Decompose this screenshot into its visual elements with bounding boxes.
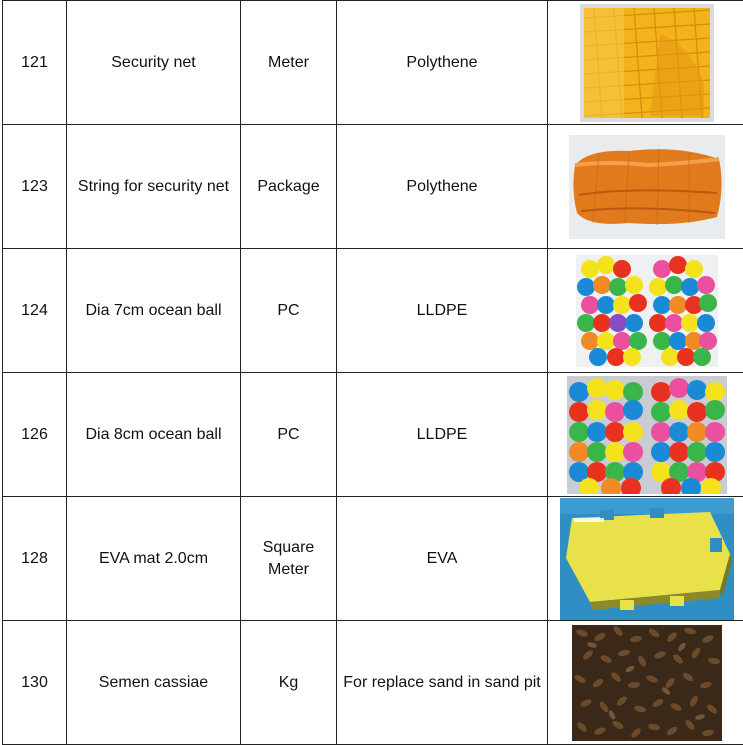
table-row (3, 373, 743, 497)
item-image-cell (548, 1, 743, 125)
item-number: 121 (3, 1, 67, 125)
item-unit (241, 249, 337, 373)
item-material-text: EVA (421, 548, 464, 570)
item-material-text: LLDPE (411, 300, 474, 322)
item-image-cell (548, 621, 743, 745)
item-name: Dia 7cm ocean ball (67, 249, 241, 373)
item-number: 128 (3, 497, 67, 621)
item-name: Dia 8cm ocean ball (67, 373, 241, 497)
item-material (337, 621, 548, 745)
item-material-text: For replace sand in sand pit (337, 672, 546, 694)
item-image-cell (548, 125, 743, 249)
table-row (3, 125, 743, 249)
item-material (337, 249, 548, 373)
orange-net-bundle-photo (569, 135, 725, 239)
item-material-text: Polythene (400, 52, 483, 74)
ocean-balls-photo (576, 255, 718, 367)
yellow-net-photo (580, 4, 714, 122)
item-number: 124 (3, 249, 67, 373)
item-material (337, 125, 548, 249)
item-name: String for security net (67, 125, 241, 249)
item-number: 123 (3, 125, 67, 249)
eva-mat-photo (560, 498, 734, 620)
item-material-text: Polythene (400, 176, 483, 198)
item-unit (241, 373, 337, 497)
item-image-cell (548, 497, 743, 621)
table-row (3, 1, 743, 125)
item-unit-text: Square Meter (241, 537, 336, 581)
seeds-photo (572, 625, 722, 741)
item-unit-text: PC (271, 300, 305, 322)
table-row (3, 621, 743, 745)
item-unit (241, 621, 337, 745)
item-unit (241, 125, 337, 249)
item-unit-text: PC (271, 424, 305, 446)
item-image-cell (548, 373, 743, 497)
item-material (337, 497, 548, 621)
item-material-text: LLDPE (411, 424, 474, 446)
item-unit (241, 1, 337, 125)
item-name: Semen cassiae (67, 621, 241, 745)
product-table (2, 0, 743, 745)
item-unit-text: Kg (273, 672, 305, 694)
item-unit-text: Package (251, 176, 325, 198)
table-row (3, 497, 743, 621)
item-name: Security net (67, 1, 241, 125)
item-number: 126 (3, 373, 67, 497)
item-name: EVA mat 2.0cm (67, 497, 241, 621)
item-unit-text: Meter (262, 52, 315, 74)
item-material (337, 373, 548, 497)
item-material (337, 1, 548, 125)
item-unit (241, 497, 337, 621)
ocean-balls-photo (567, 376, 727, 494)
table-row (3, 249, 743, 373)
item-image-cell (548, 249, 743, 373)
item-number: 130 (3, 621, 67, 745)
